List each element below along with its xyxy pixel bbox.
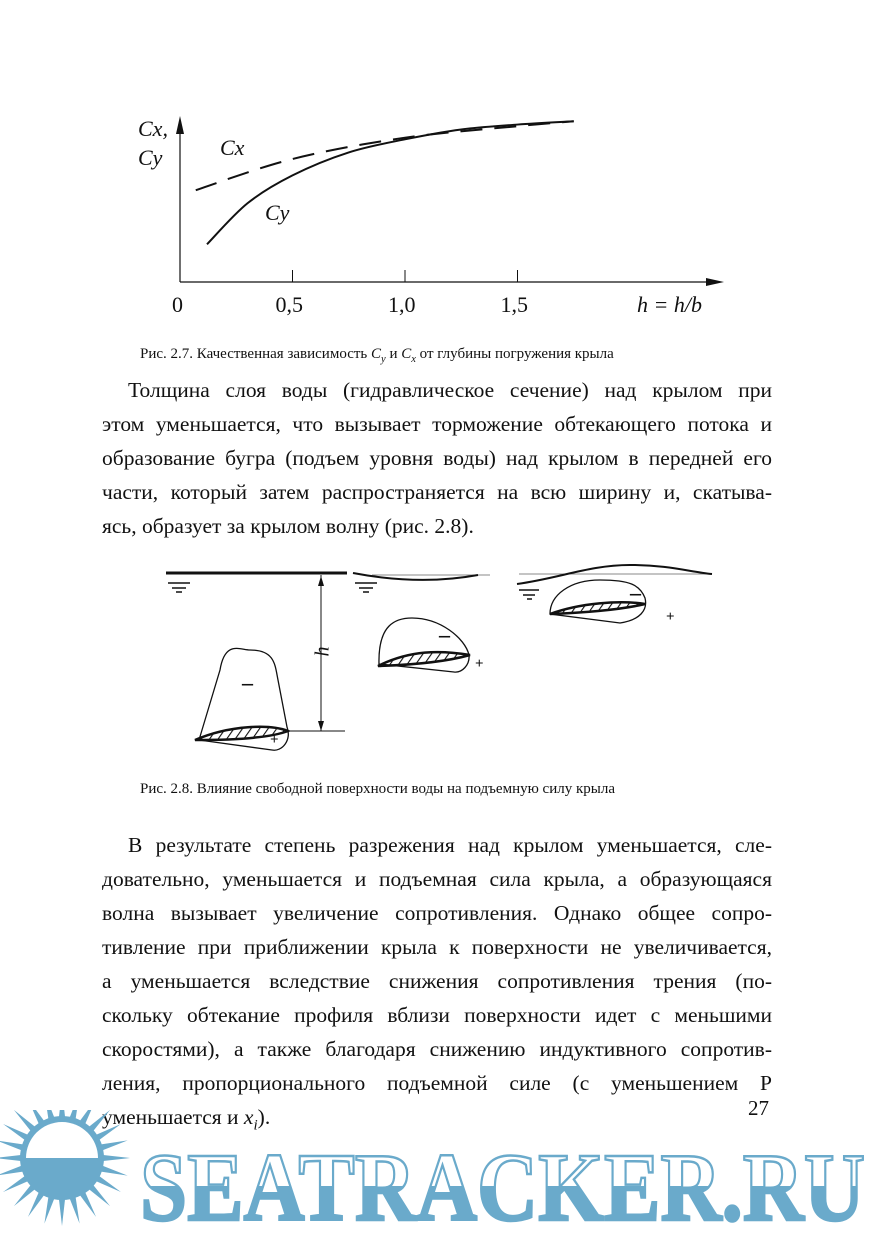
minus-sign: –: [439, 622, 450, 647]
watermark-text: SEATRACKER.RU: [140, 1134, 865, 1240]
symbol: x: [243, 1105, 254, 1129]
sun-icon: [0, 1110, 130, 1226]
paragraph-line: В результате степень разрежения над крылом уменьшается, сле-: [128, 833, 772, 857]
x-tick-label: 1,5: [500, 292, 528, 317]
paragraph-line: части, который затем распространяется на всю ширину и, скатыва-: [102, 480, 772, 504]
water-level-icon: [519, 590, 539, 599]
water-level-icon: [355, 583, 377, 592]
page-number: 27: [748, 1096, 769, 1120]
caption-text: от глубины погружения крыла: [415, 346, 614, 362]
paragraph-line: волна вызывает увеличение сопротивления. Однако общее сопро-: [102, 901, 772, 925]
minus-sign: –: [242, 670, 253, 695]
y-axis-label-1: Cx,: [138, 116, 168, 141]
x-tick-label: 0: [172, 292, 183, 317]
caption-sub: x: [411, 354, 416, 365]
wing-profile: [378, 652, 470, 666]
sub: i: [253, 1117, 258, 1134]
series-label-cy: Cy: [265, 200, 290, 225]
figure-2-8-caption: Рис. 2.8. Влияние свободной поверхности воды на подъемную силу крыла: [140, 781, 615, 797]
minus-sign: –: [630, 580, 641, 605]
depth-label: h: [311, 646, 334, 657]
x-tick-label: 1,0: [388, 292, 416, 317]
paragraph-line: Толщина слоя воды (гидравлическое сечение) над крылом при: [128, 378, 772, 402]
text: ).: [257, 1105, 271, 1129]
caption-text: и: [385, 346, 402, 362]
plus-sign: +: [270, 732, 279, 748]
plus-sign: +: [666, 609, 675, 625]
panel-medium-wing: [353, 573, 490, 672]
paragraph-line: ясь, образует за крылом волну (рис. 2.8).: [102, 514, 474, 538]
paragraph-line: этом уменьшается, что вызывает торможение обтекающего потока и: [102, 412, 772, 436]
paragraph-line: скоростями), а также благодаря снижению индуктивного сопротив-: [102, 1037, 772, 1061]
paragraph-line: образование бугра (подъем уровня воды) над крылом в передней его: [102, 446, 772, 470]
caption-symbol: C: [401, 346, 412, 362]
y-axis-label-2: Cy: [138, 145, 163, 170]
caption-symbol: C: [371, 346, 382, 362]
text: уменьшается и: [102, 1105, 244, 1129]
water-level-icon: [168, 583, 190, 592]
caption-sub: y: [381, 354, 386, 365]
seatracker-logo: [0, 1110, 874, 1240]
plus-sign: +: [475, 656, 484, 672]
panel-shallow-wing: [517, 565, 712, 623]
paragraph-line: ления, пропорционального подъемной силе (с уменьшением P: [102, 1071, 772, 1095]
paragraph-line: скольку обтекание профиля вблизи поверхности идет с меньшими: [102, 1003, 772, 1027]
series-label-cx: Cx: [220, 135, 245, 160]
x-tick-label: 0,5: [275, 292, 303, 317]
paragraph-line: а уменьшается вследствие снижения сопротивления трения (по-: [102, 969, 772, 993]
caption-text: Рис. 2.7. Качественная зависимость: [140, 346, 371, 362]
paragraph-line: тивление при приближении крыла к поверхности не увеличивается,: [102, 935, 772, 959]
paragraph-line: довательно, уменьшается и подъемная сила крыла, а образующаяся: [102, 867, 772, 891]
x-axis-label: h = h/b: [637, 292, 702, 317]
panel-deep-wing: [166, 573, 347, 750]
